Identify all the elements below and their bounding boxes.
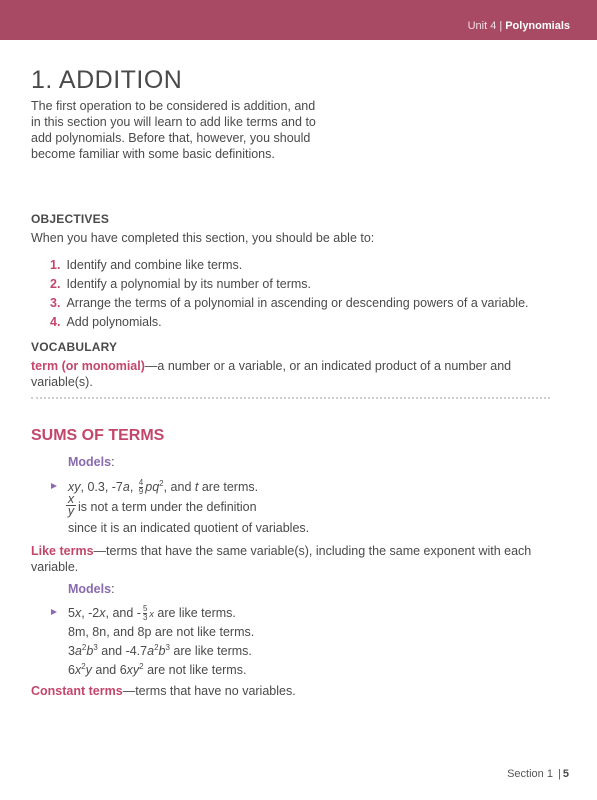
fraction-denominator: 9 [138, 487, 144, 497]
unit-label [468, 20, 570, 32]
math-var: a [122, 480, 130, 495]
objective-number: 2. [50, 277, 61, 291]
math-var: xy [68, 480, 81, 495]
model-line [68, 479, 258, 496]
header-bar [0, 0, 597, 40]
constant-terms-text: —terms that have no variables. [122, 684, 296, 698]
footer-section: Section 1 [507, 768, 553, 780]
objective-item [50, 296, 529, 310]
math-text: , and - [105, 605, 141, 620]
math-text: and -4.7 [97, 644, 148, 659]
objective-text: Add polynomials. [66, 315, 162, 329]
unit-number: Unit 4 [467, 20, 497, 32]
footer-separator: | [558, 768, 561, 780]
exponent: 2 [154, 643, 159, 652]
page-title: 1. ADDITION [31, 66, 183, 94]
objective-text: Arrange the terms of a polynomial in ascending or descending powers of a variable. [66, 296, 529, 310]
math-var: pq [145, 480, 160, 495]
math-text: , 0.3, -7 [80, 480, 123, 495]
page-footer [507, 768, 569, 780]
objective-number: 4. [50, 315, 61, 329]
objective-number: 3. [50, 296, 61, 310]
model-line [68, 605, 236, 622]
model-line: since it is an indicated quotient of variables. [68, 521, 310, 535]
fraction-denominator: 3 [142, 613, 148, 622]
fraction-numerator: x [67, 492, 75, 506]
exponent: 3 [93, 643, 98, 652]
math-var: x [99, 605, 106, 620]
fraction [143, 605, 147, 622]
math-var: x [149, 608, 154, 619]
math-text: are like terms. [153, 605, 236, 620]
model-line [68, 662, 246, 677]
math-text: are like terms. [169, 644, 252, 659]
fraction-denominator: y [67, 504, 75, 518]
fraction-numerator: 5 [142, 604, 148, 613]
model-line: 8m, 8n, and 8p are not like terms. [68, 625, 255, 639]
math-text: 5 [68, 605, 75, 620]
math-var: x [74, 605, 82, 620]
math-text: 3 [68, 644, 75, 659]
vocab-term: term (or monomial) [31, 359, 145, 373]
models-colon: : [111, 455, 115, 469]
math-text: , -2 [81, 605, 100, 620]
exponent: 3 [165, 643, 170, 652]
math-text: are terms. [198, 480, 259, 495]
math-var: a [147, 644, 155, 659]
math-var: a [74, 644, 82, 659]
math-text: and 6 [91, 663, 127, 678]
math-text: , and [163, 480, 195, 495]
fraction-numerator: 4 [138, 478, 144, 488]
math-var: t [194, 480, 199, 495]
model-line: is not a term under the definition [78, 500, 257, 514]
objective-item [50, 258, 242, 272]
unit-topic: Polynomials [505, 20, 570, 32]
objective-item [50, 277, 311, 291]
models-label [68, 582, 115, 596]
models-label-text: Models [68, 455, 112, 469]
objectives-heading: OBJECTIVES [31, 212, 110, 226]
math-var: xy [126, 663, 140, 678]
objectives-lead: When you have completed this section, you should be able to: [31, 231, 375, 245]
objective-text: Identify a polynomial by its number of terms. [66, 277, 311, 291]
objective-item [50, 315, 162, 329]
exponent: 2 [159, 479, 164, 488]
like-terms-text: —terms that have the same variable(s), including the same exponent with each variable. [31, 544, 532, 574]
objective-text: Identify and combine like terms. [66, 258, 243, 272]
models-label [68, 455, 115, 469]
constant-terms-definition [31, 683, 561, 699]
bullet-arrow-icon [51, 483, 57, 489]
intro-paragraph: The first operation to be considered is addition, and in this section you will learn to add like terms and to add polynomials. Before that, however, you should become familiar with some basic definitions. [31, 99, 316, 161]
section-divider [31, 397, 550, 399]
exponent: 2 [81, 643, 87, 652]
math-text: are not like terms. [143, 663, 247, 678]
model-line [68, 643, 252, 658]
vocabulary-heading: VOCABULARY [31, 340, 118, 354]
bullet-arrow-icon [51, 609, 57, 615]
fraction [139, 479, 143, 496]
exponent: 2 [139, 662, 144, 671]
models-colon: : [111, 582, 115, 596]
math-var: b [158, 644, 166, 659]
page-number: 5 [562, 768, 569, 780]
math-text: 6 [68, 663, 75, 678]
vocabulary-entry [31, 358, 551, 390]
quotient-fraction [66, 494, 76, 517]
math-var: x [74, 663, 82, 678]
math-text: , [129, 480, 137, 495]
math-var: y [85, 663, 92, 678]
models-label-text: Models [68, 582, 112, 596]
like-terms-term: Like terms [31, 544, 94, 558]
unit-separator: | [499, 20, 503, 32]
exponent: 2 [81, 662, 86, 671]
vocab-definition: —a number or a variable, or an indicated product of a number and variable(s). [31, 359, 512, 389]
objective-number: 1. [50, 258, 61, 272]
sums-heading: SUMS OF TERMS [31, 427, 165, 444]
constant-terms-term: Constant terms [31, 684, 123, 698]
math-var: b [86, 644, 94, 659]
like-terms-definition [31, 543, 561, 575]
